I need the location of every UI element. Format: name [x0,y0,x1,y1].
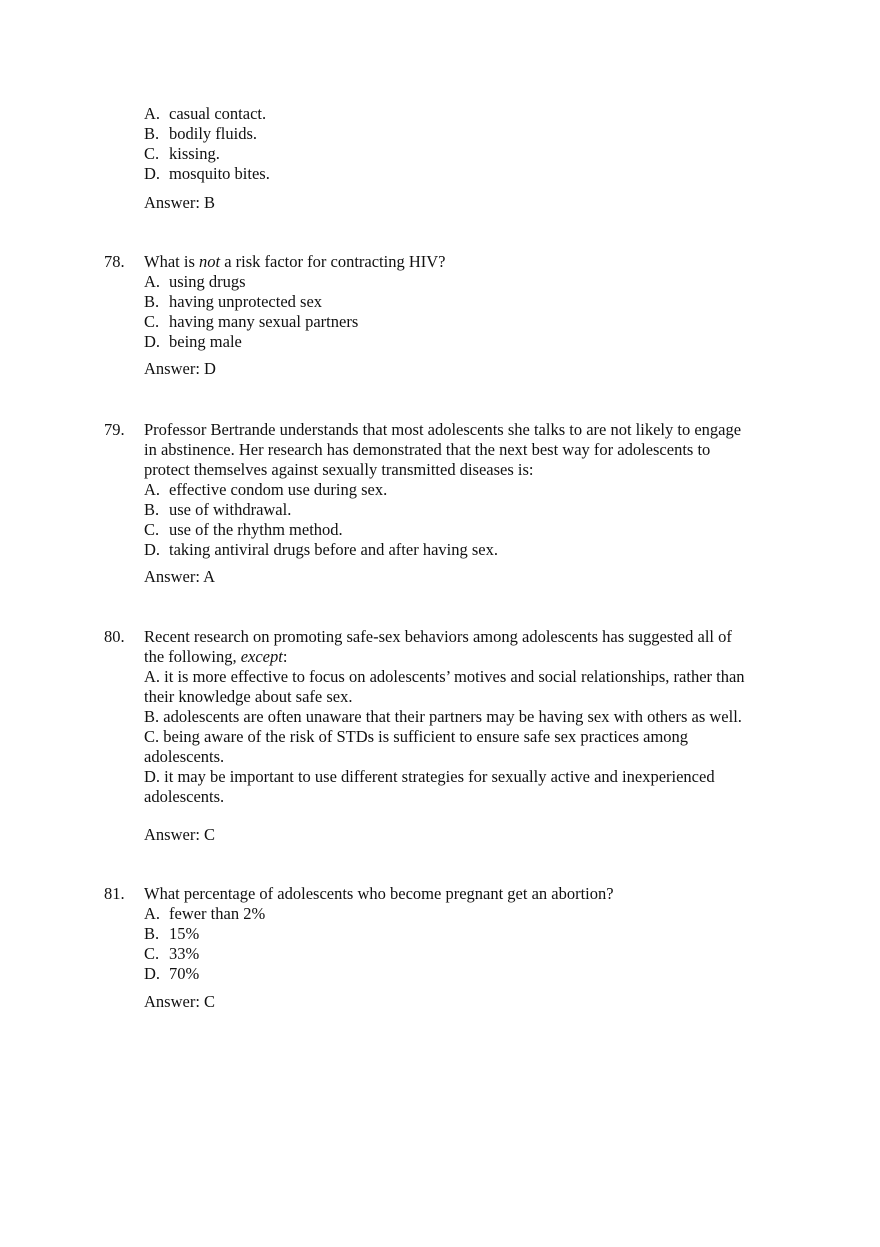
option-d-continued: adolescents. [144,787,225,806]
question-stem-line: Professor Bertrande understands that most adolescents she talks to are not likely to engage [144,420,742,439]
question-stem: What percentage of adolescents who become pregnant get an abortion? [144,884,614,903]
answer-text: Answer: C [144,825,216,844]
option-c: C. kissing. [144,144,220,163]
option-c: C. 33% [144,944,200,963]
option-c: C. having many sexual partners [144,312,359,331]
option-a: A. fewer than 2% [144,904,266,923]
option-a: A. effective condom use during sex. [144,480,388,499]
option-d: D. being male [144,332,242,351]
answer-text: Answer: C [144,992,216,1011]
answer-text: Answer: A [144,567,216,586]
option-b: B. use of withdrawal. [144,500,292,519]
question-stem-line: in abstinence. Her research has demonstrated that the next best way for adolescents to [144,440,711,459]
option-d: D. it may be important to use different strategies for sexually active and inexperienced [144,767,715,786]
option-a: A. it is more effective to focus on adolescents’ motives and social relationships, rather than [144,667,745,686]
question-stem-line: Recent research on promoting safe-sex behaviors among adolescents has suggested all of [144,627,732,646]
option-b: B. bodily fluids. [144,124,258,143]
option-c-continued: adolescents. [144,747,225,766]
option-d: D. 70% [144,964,200,983]
option-c: C. use of the rhythm method. [144,520,343,539]
option-d: D. taking antiviral drugs before and after having sex. [144,540,498,559]
question-number: 80. [104,627,125,646]
question-number: 81. [104,884,125,903]
option-b: B. adolescents are often unaware that their partners may be having sex with others as well. [144,707,742,726]
answer-text: Answer: B [144,193,216,212]
question-number: 79. [104,420,125,439]
option-b: B. having unprotected sex [144,292,323,311]
answer-text: Answer: D [144,359,216,378]
question-stem-line: the following, except: [144,647,288,666]
option-a: A. casual contact. [144,104,267,123]
question-number: 78. [104,252,125,271]
option-c: C. being aware of the risk of STDs is sufficient to ensure safe sex practices among [144,727,689,746]
option-b: B. 15% [144,924,200,943]
question-stem-line: protect themselves against sexually transmitted diseases is: [144,460,534,479]
option-d: D. mosquito bites. [144,164,270,183]
option-a: A. using drugs [144,272,246,291]
option-a-continued: their knowledge about safe sex. [144,687,353,706]
question-stem: What is not a risk factor for contracting HIV? [144,252,446,271]
